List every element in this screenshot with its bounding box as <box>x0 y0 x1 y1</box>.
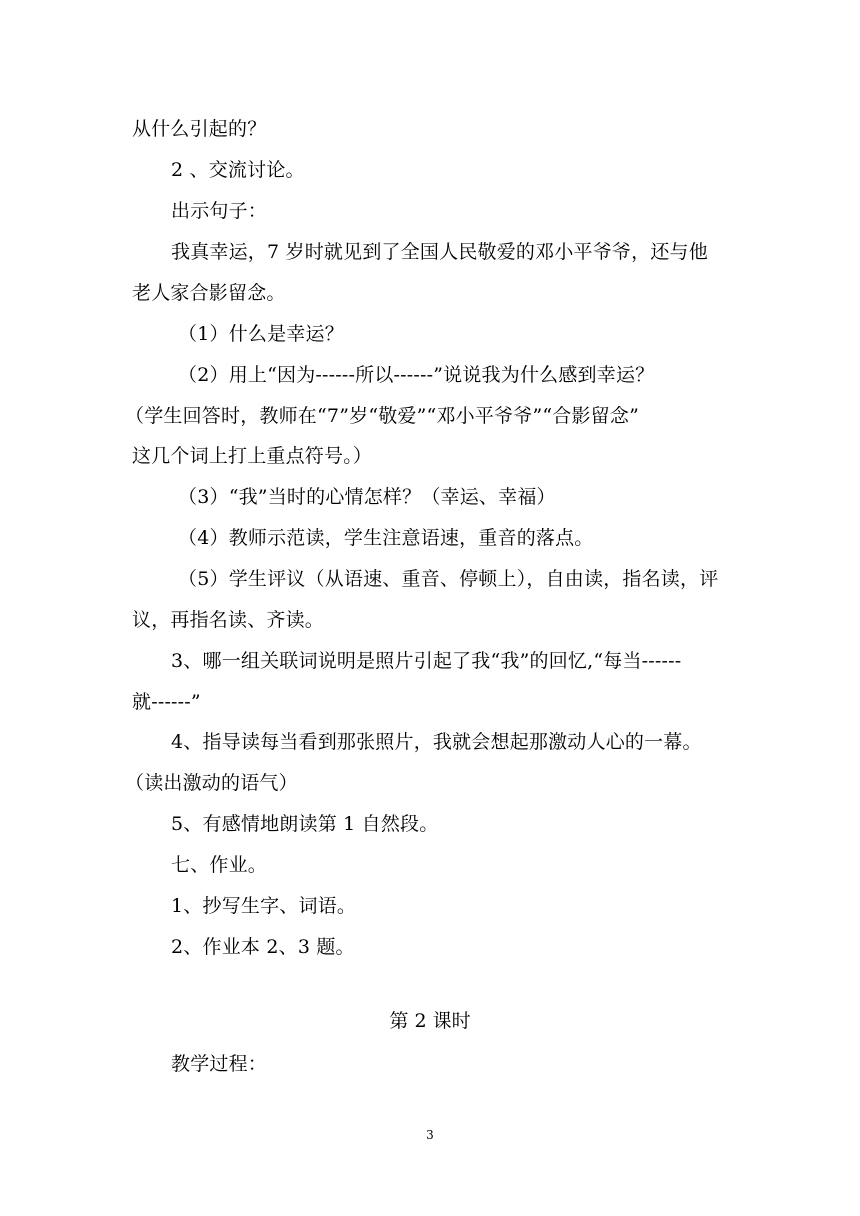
text-line: （读出激动的语气） <box>125 772 298 794</box>
text-line: 我真幸运，7 岁时就见到了全国人民敬爱的邓小平爷爷，还与他 <box>171 241 708 263</box>
text-line: （4）教师示范读，学生注意语速，重音的落点。 <box>178 527 594 549</box>
text-line: （1）什么是幸运？ <box>178 323 344 345</box>
text-line: 就------” <box>132 691 201 713</box>
text-line: （5）学生评议（从语速、重音、停顿上），自由读，指名读，评 <box>178 568 719 590</box>
text-line: （学生回答时，教师在“7”岁“敬爱”“邓小平爷爷”“合影留念” <box>125 405 639 427</box>
text-line: 5、有感情地朗读第 1 自然段。 <box>171 813 439 835</box>
text-line: 这几个词上打上重点符号。） <box>132 445 373 467</box>
text-line: 3、哪一组关联词说明是照片引起了我“我”的回忆,“每当------ <box>171 650 682 672</box>
text-line: 老人家合影留念。 <box>132 282 286 304</box>
text-line: 七、作业。 <box>171 854 268 876</box>
text-line: 议，再指名读、齐读。 <box>132 609 325 631</box>
page-number: 3 <box>426 1128 434 1142</box>
text-line: 2、作业本 2、3 题。 <box>171 936 355 958</box>
text-line: （3）“我”当时的心情怎样？（幸运、幸福） <box>178 486 556 508</box>
section-heading: 第 2 课时 <box>389 1010 471 1032</box>
text-line: 4、指导读每当看到那张照片，我就会想起那激动人心的一幕。 <box>171 731 702 753</box>
text-line: 教学过程： <box>171 1053 268 1075</box>
text-line: 从什么引起的？ <box>132 118 267 140</box>
text-line: 出示句子： <box>171 200 268 222</box>
text-line: 1、抄写生字、词语。 <box>171 895 357 917</box>
text-line: 2 、交流讨论。 <box>171 159 305 181</box>
text-line: （2）用上“因为------所以------”说说我为什么感到幸运？ <box>178 364 655 386</box>
